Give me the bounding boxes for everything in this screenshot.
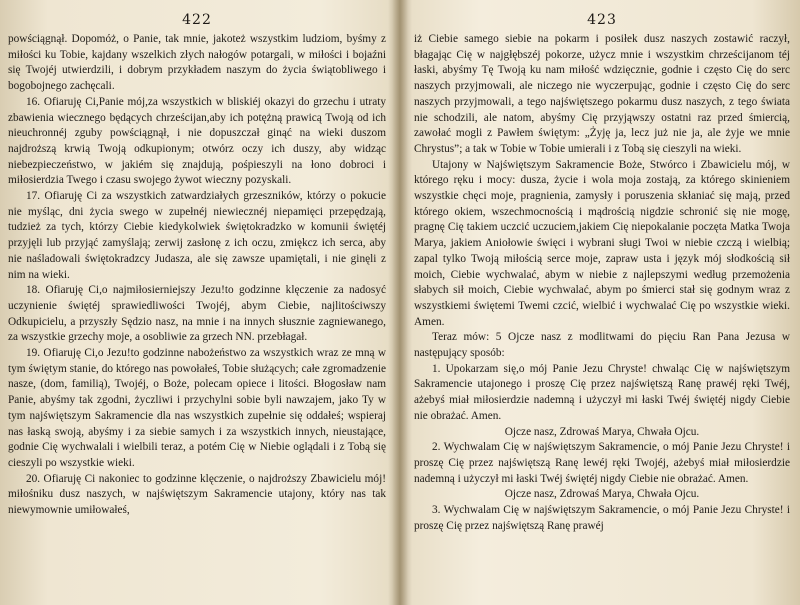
right-page <box>414 10 790 600</box>
left-page-number: 422 <box>182 12 212 28</box>
left-paragraph: 20. Ofiaruję Ci nakoniec to godzinne klęczenie, o najdroższy Zbawicielu mój! miłośniku dusz naszych, w najświętszym Sakramencie utajony, który nas tak niewymownie umiłowałeś, <box>8 472 386 517</box>
right-paragraph: 2. Wychwalam Cię w najświętszym Sakramencie, o mój Panie Jezu Chryste! i proszę Cię przez najświętszą Ranę lewéj ręki Twojéj, ażebyś miał miłosierdzie nademną i użyczył mi łaski Twéj świętéj nigdy Ciebie nie obrażać. Amen. <box>414 441 790 485</box>
left-paragraph: 17. Ofiaruję Ci za wszystkich zatwardziałych grzeszników, którzy o pokucie nie myśląc, dni życia swego w zupełnéj niewiecznéj niepamięci przepędzają, tudzież za tych, którzy Ciebie kiedykolwiek świętokradzko w komunii świętéj przyjęli lub przyjąć zamyślają; zerwij zasłonę z ich oczu, zmiękcz ich serca, aby nie naśladowali świętokradzcy Judasza, ale się zawsze upamiętali, i nie ginęli z nim na wieki. <box>8 190 386 281</box>
right-paragraph: iż Ciebie samego siebie na pokarm i posiłek dusz naszych zostawić raczył, błagając Cię w najgłębszéj pokorze, użycz mnie i wszystkim chrześcijanom téj łaski, abyśmy Tę Twoją ku nam miłość wdzięcznie, godnie i często Cię do serc naszych przyjmowali, ale niczego nie wyczerpując, godnie i często Cię do serc naszych przyjmowali, a tego najświętszego pokarmu dusz naszych, z tego świata nie schodzili, ale natom, abyśmy Cię przyjąwszy ostatni raz przed śmiercią, zawołać mogli z Pawłem świętym: „Żyję ja, lecz już nie ja, ale żyje we mnie Chrystus”; a tak w Tobie w Tobie umierali i z Tobą się cieszyli na wieki. <box>414 33 790 155</box>
left-page-text <box>8 32 386 519</box>
right-page-number: 423 <box>587 12 617 28</box>
right-paragraph: Utajony w Najświętszym Sakramencie Boże, Stwórco i Zbawicielu mój, w którego ręku i mocy: dusza, życie i wola moja zostają, za którego skinieniem wszystkie chęci moje, pragnienia, zamysły i poruszenia skłaniać się mają, przed którego okiem, wszechmocnością i mądrością nigdzie schronić się nie mogę, pragnę Cię takiem uczcić uczuciem,jakiem Cię niepokalanie poczęta Matka Twoja Marya, jakiem Aniołowie święci i wybrani sługi Twoi w niebie czczą i wielbią; zapal tylko Twoją miłością serce moje, zapraw usta i język mój słodkością sił moich, Ciebie wychwalać, abym w niebie z najlepszymi według przemożenia słabych sił moich, Ciebie wychwalać, abym po śmierci stał się godnym wraz z wszystkiemi świętemi Twemi czcić, wielbić i wychwalać Cię po wszystkie wieki. Amen. <box>414 158 790 328</box>
left-page <box>8 10 386 600</box>
right-paragraph: 1. Upokarzam się,o mój Panie Jezu Chryste! chwaląc Cię w najświętszym Sakramencie utajonego i proszę Cię przez najświętszą Ranę prawéj ręki Twéj, ażebyś miał miłosierdzie nademną i użyczył mi łaski Twéj świętéj nigdy Ciebie nie obrażać. Amen. <box>414 362 790 422</box>
right-paragraph: Teraz mów: 5 Ojcze nasz z modlitwami do pięciu Ran Pana Jezusa w następujący sposób: <box>414 331 790 360</box>
right-paragraph: 3. Wychwalam Cię w najświętszym Sakramencie, o mój Panie Jezu Chryste! i proszę Cię przez najświętszą Ranę prawéj <box>414 504 790 532</box>
book-gutter <box>388 0 412 605</box>
right-paragraph: Ojcze nasz, Zdrowaś Marya, Chwała Ojcu. <box>504 425 700 438</box>
right-paragraph: Ojcze nasz, Zdrowaś Marya, Chwała Ojcu. <box>504 488 700 501</box>
left-paragraph: 16. Ofiaruję Ci,Panie mój,za wszystkich w bliskiéj okazyi do grzechu i utraty zbawienia wiecznego będących chrześcijan,aby ich potężną prawicą Twoją od ich nieuchronnéj zguby powściągnął, i nie dopuszczał ginąć na wieki duszom najdroższą krwią Twoją odkupionym; otwórz oczy ich duszy, aby widząc niebezpieczeństwo, w jakiém się znajdują, pośpieszyli na łono dobroci i miłosierdzia Twego i czasu swojego żywot wieczny pozyskali. <box>8 95 386 187</box>
left-paragraph: 18. Ofiaruję Ci,o najmiłosierniejszy Jezu!to godzinne klęczenie za nadosyć uczynienie świętéj sprawiedliwości Twojéj, abym Ciebie, najlitościwszy Odkupicielu, a przyszły Sędzio nasz, na mnie i na innych słusznie zagniewanego, za wszystkie grzechy moje, a osobliwie za grzech NN. przebłagał. <box>8 284 386 344</box>
left-paragraph: 19. Ofiaruję Ci,o Jezu!to godzinne nabożeństwo za wszystkich wraz ze mną w tym świętym stanie, do którego nas powołałeś, Tobie służących; całe zgromadzenie nasze, (dom, familią), Twojéj, o Boże, polecam opiece i litości. Błogosław nam Panie, abyśmy tak zgodni, życzliwi i przychylni sobie byli nawzajem, jako Ty w tym najświętszym Sakramencie dla nas wszystkich zupełnie się oddałeś; wspieraj nas łaską swoją, abyśmy i za siebie samych i za wszystkich innych, nieustające, godnie Cię wychwalali i wielbili teraz, a potém Cię w Niebie oglądali i z Tobą się cieszyli po wszystkie wieki. <box>8 347 386 469</box>
right-page-text <box>414 32 790 535</box>
left-paragraph: powściągnął. Dopomóż, o Panie, tak mnie, jakoteż wszystkim ludziom, byśmy z miłości ku Tobie, kajdany wszelkich złych nałogów potargali, w miłości i bojaźni się Twojéj utwierdzili, i dobrym przykładem naszym do życia świątobliwego i bogobojnego zachęcali. <box>8 33 386 93</box>
